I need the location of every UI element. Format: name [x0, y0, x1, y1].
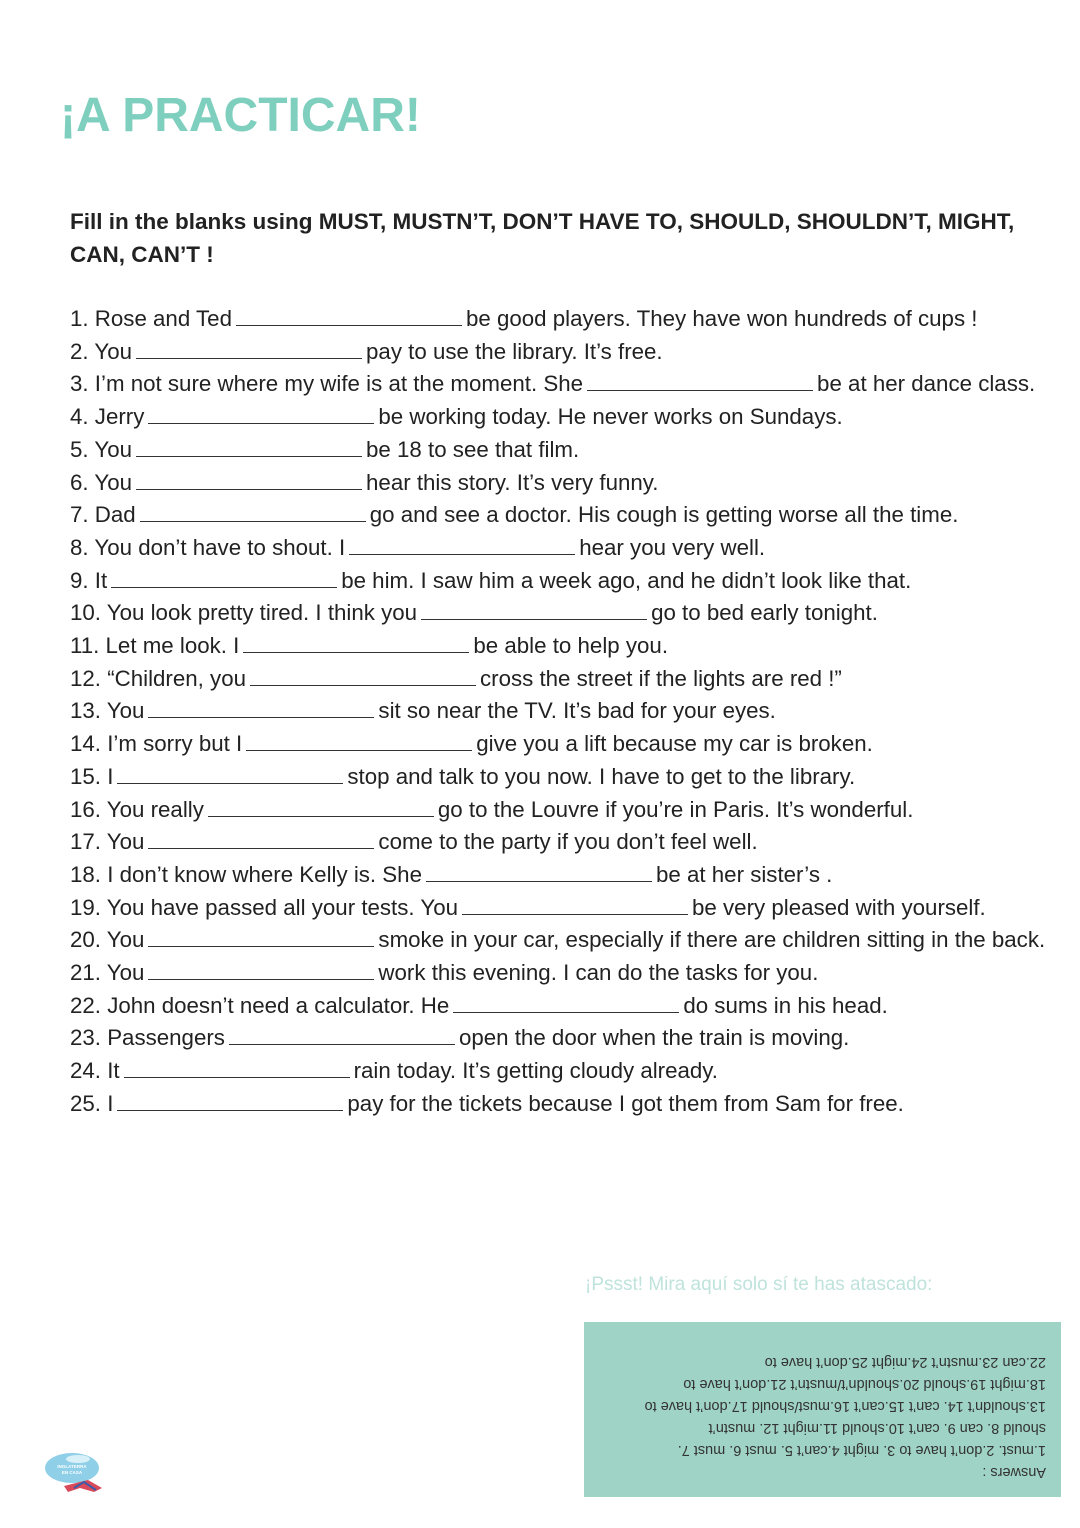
exercise-item: [70, 859, 1055, 892]
item-continuation: be 18 to see that film.: [366, 436, 580, 462]
item-continuation: be at her dance class.: [817, 371, 1036, 397]
answer-blank[interactable]: [208, 798, 434, 817]
item-prompt: 8. You don’t have to shout. I: [70, 534, 346, 560]
exercise-item: [70, 924, 1055, 957]
answer-blank[interactable]: [349, 536, 575, 555]
item-continuation: be good players. They have won hundreds of cups !: [465, 306, 978, 331]
item-prompt: 1. Rose and Ted: [70, 306, 232, 331]
answers-heading: Answers :: [982, 1464, 1046, 1480]
answer-blank[interactable]: [136, 340, 362, 359]
svg-text:EN CASA: EN CASA: [61, 1470, 83, 1475]
instructions: Fill in the blanks using MUST, MUSTN’T, DON’T HAVE TO, SHOULD, SHOULDN’T, MIGHT, CAN, CAN’T !: [70, 209, 1015, 267]
item-continuation: work this evening. I can do the tasks for you.: [378, 960, 819, 986]
exercise-item: [70, 630, 1055, 663]
item-prompt: 16. You really: [70, 796, 204, 822]
item-continuation: do sums in his head.: [683, 992, 888, 1018]
exercise-item: [70, 1055, 1055, 1088]
item-prompt: 9. It: [70, 567, 108, 593]
item-continuation: go and see a doctor. His cough is getting worse all the time.: [369, 502, 959, 528]
item-prompt: 18. I don’t know where Kelly is. She: [70, 861, 422, 887]
answer-blank[interactable]: [236, 307, 462, 326]
item-prompt: 12. “Children, you: [70, 665, 246, 691]
exercise-item: [70, 336, 1055, 369]
answer-blank[interactable]: [148, 699, 374, 718]
exercise-item: [70, 957, 1055, 990]
hint-text: ¡Pssst! Mira aquí solo sí te has atascado:: [585, 1274, 933, 1295]
exercise-item: [70, 401, 1055, 434]
exercise-item: [70, 467, 1055, 500]
answer-blank[interactable]: [148, 928, 374, 947]
item-continuation: hear you very well.: [579, 534, 766, 560]
item-continuation: come to the party if you don’t feel well.: [378, 829, 758, 855]
exercise-item: [70, 990, 1055, 1023]
item-prompt: 5. You: [70, 436, 133, 462]
logo-icon: [44, 1450, 104, 1495]
exercise-item: [70, 565, 1055, 598]
answer-blank[interactable]: [136, 471, 362, 490]
item-prompt: 7. Dad: [70, 502, 136, 528]
answer-blank[interactable]: [453, 994, 679, 1013]
item-prompt: 17. You: [70, 829, 145, 855]
exercise-item: [70, 434, 1055, 467]
answer-line: 22.can 23.mustn’t 24.might 25.don’t have to: [764, 1354, 1046, 1370]
exercise-item: [70, 695, 1055, 728]
answer-line: 13.shouldn’t 14. can’t 15.can’t 16.must/should 17.don’t have to: [644, 1398, 1046, 1414]
item-continuation: give you a lift because my car is broken.: [476, 731, 873, 757]
answers-upside-down: [584, 1322, 1061, 1497]
answer-blank[interactable]: [136, 438, 362, 457]
exercise-item: [70, 826, 1055, 859]
item-prompt: 24. It: [70, 1058, 120, 1084]
item-prompt: 20. You: [70, 927, 145, 953]
item-prompt: 3. I’m not sure where my wife is at the moment. She: [70, 371, 584, 397]
exercise-item: [70, 761, 1055, 794]
item-prompt: 15. I: [70, 763, 114, 789]
exercise-item: [70, 597, 1055, 630]
answer-blank[interactable]: [426, 863, 652, 882]
item-continuation: be him. I saw him a week ago, and he didn’t look like that.: [341, 567, 912, 593]
item-continuation: open the door when the train is moving.: [458, 1025, 850, 1051]
item-prompt: 13. You: [70, 698, 145, 724]
page-title: ¡A PRACTICAR!: [60, 89, 421, 142]
answer-blank[interactable]: [148, 961, 374, 980]
item-prompt: 10. You look pretty tired. I think you: [70, 600, 418, 626]
item-continuation: hear this story. It’s very funny.: [366, 469, 659, 495]
item-continuation: pay for the tickets because I got them from Sam for free.: [347, 1090, 904, 1116]
item-prompt: 19. You have passed all your tests. You: [70, 894, 459, 920]
answer-line: 1.must. 2.don’t have to 3. might 4.can’t 5. must 6. must 7.: [677, 1442, 1046, 1458]
item-continuation: rain today. It’s getting cloudy already.: [353, 1058, 718, 1084]
item-prompt: 11. Let me look. I: [70, 633, 240, 659]
answer-blank[interactable]: [587, 372, 813, 391]
answer-blank[interactable]: [148, 405, 374, 424]
item-prompt: 14. I’m sorry but I: [70, 731, 243, 757]
item-continuation: cross the street if the lights are red !”: [480, 665, 842, 691]
answer-blank[interactable]: [462, 896, 688, 915]
exercise-item: [70, 499, 1055, 532]
exercise-item: [70, 368, 1055, 401]
exercise-item: [70, 532, 1055, 565]
item-prompt: 25. I: [70, 1090, 114, 1116]
item-prompt: 22. John doesn’t need a calculator. He: [70, 992, 450, 1018]
answer-blank[interactable]: [148, 830, 374, 849]
item-continuation: be at her sister’s .: [655, 861, 833, 887]
answer-blank[interactable]: [124, 1059, 350, 1078]
item-prompt: 4. Jerry: [70, 404, 145, 430]
exercise-item: [70, 1022, 1055, 1055]
item-continuation: pay to use the library. It’s free.: [366, 338, 663, 364]
item-continuation: be very pleased with yourself.: [692, 894, 986, 920]
item-continuation: stop and talk to you now. I have to get to the library.: [347, 763, 856, 789]
svg-text:INGLATERRA: INGLATERRA: [57, 1464, 87, 1469]
answer-line: 18.might 19.should 20.shouldn’t/mustn’t 21.don’t have to: [683, 1376, 1046, 1392]
item-continuation: smoke in your car, especially if there are children sitting in the back.: [378, 927, 1046, 953]
exercise-item: [70, 303, 1055, 336]
item-prompt: 6. You: [70, 469, 133, 495]
exercise-item: [70, 663, 1055, 696]
answer-blank[interactable]: [229, 1026, 455, 1045]
answer-blank[interactable]: [421, 601, 647, 620]
item-prompt: 2. You: [70, 338, 133, 364]
exercise-item: [70, 794, 1055, 827]
item-continuation: go to the Louvre if you’re in Paris. It’s wonderful.: [437, 796, 914, 822]
exercise-item: [70, 1088, 1055, 1121]
answer-line: should 8. can 9. can’t 10.should 11.might 12. mustn’t: [708, 1420, 1046, 1436]
exercise-list: [70, 303, 1055, 1121]
answer-box: [584, 1322, 1061, 1497]
answer-blank[interactable]: [246, 732, 472, 751]
exercise-item: [70, 892, 1055, 925]
item-continuation: be able to help you.: [473, 633, 669, 659]
item-continuation: be working today. He never works on Sundays.: [378, 404, 843, 430]
answer-blank[interactable]: [111, 569, 337, 588]
answer-blank[interactable]: [243, 634, 469, 653]
answer-blank[interactable]: [117, 765, 343, 784]
answer-blank[interactable]: [140, 503, 366, 522]
item-continuation: go to bed early tonight.: [651, 600, 878, 626]
answer-blank[interactable]: [250, 667, 476, 686]
item-prompt: 21. You: [70, 960, 145, 986]
exercise-item: [70, 728, 1055, 761]
item-prompt: 23. Passengers: [70, 1025, 225, 1051]
answer-blank[interactable]: [117, 1092, 343, 1111]
item-continuation: sit so near the TV. It’s bad for your eyes.: [378, 698, 776, 724]
